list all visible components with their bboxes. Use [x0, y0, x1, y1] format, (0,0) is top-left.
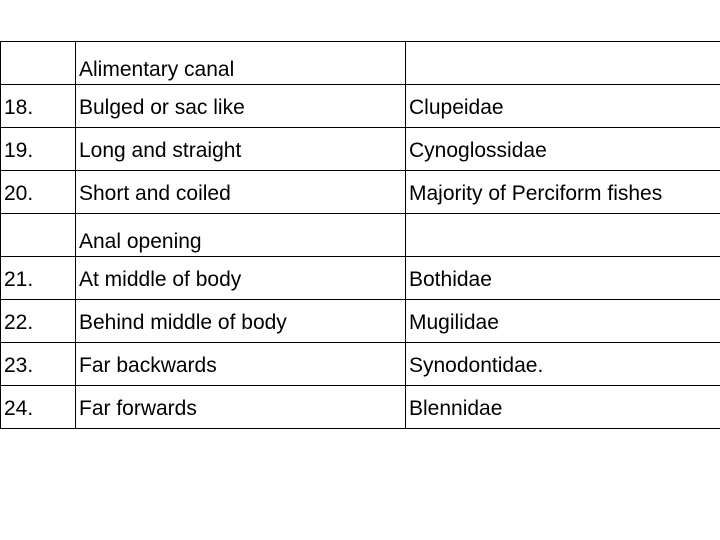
- table-row: [1, 85, 720, 128]
- section-heading: Anal opening: [76, 214, 406, 257]
- row-number: 18.: [1, 85, 76, 128]
- family-cell: Bothidae: [406, 257, 720, 300]
- row-number: 20.: [1, 171, 76, 214]
- family-cell: Mugilidae: [406, 300, 720, 343]
- table-row: [1, 386, 720, 429]
- row-number: 21.: [1, 257, 76, 300]
- feature-cell: Short and coiled: [76, 171, 406, 214]
- table-row: [1, 343, 720, 386]
- family-cell: Clupeidae: [406, 85, 720, 128]
- row-number: 22.: [1, 300, 76, 343]
- table-row: [1, 171, 720, 214]
- feature-cell: Behind middle of body: [76, 300, 406, 343]
- blank-cell: [406, 42, 720, 85]
- section-heading: Alimentary canal: [76, 42, 406, 85]
- table-row: [1, 300, 720, 343]
- family-cell: Cynoglossidae: [406, 128, 720, 171]
- row-number: 24.: [1, 386, 76, 429]
- feature-cell: Far backwards: [76, 343, 406, 386]
- feature-cell: Far forwards: [76, 386, 406, 429]
- table-row: [1, 128, 720, 171]
- section-header-row: [1, 214, 720, 257]
- fish-characteristics-table: [0, 41, 720, 429]
- family-cell: Majority of Perciform fishes: [406, 171, 720, 214]
- feature-cell: Long and straight: [76, 128, 406, 171]
- feature-cell: At middle of body: [76, 257, 406, 300]
- section-header-row: [1, 42, 720, 85]
- blank-cell: [1, 42, 76, 85]
- blank-cell: [1, 214, 76, 257]
- table-row: [1, 257, 720, 300]
- blank-cell: [406, 214, 720, 257]
- family-cell: Synodontidae.: [406, 343, 720, 386]
- row-number: 23.: [1, 343, 76, 386]
- family-cell: Blennidae: [406, 386, 720, 429]
- feature-cell: Bulged or sac like: [76, 85, 406, 128]
- row-number: 19.: [1, 128, 76, 171]
